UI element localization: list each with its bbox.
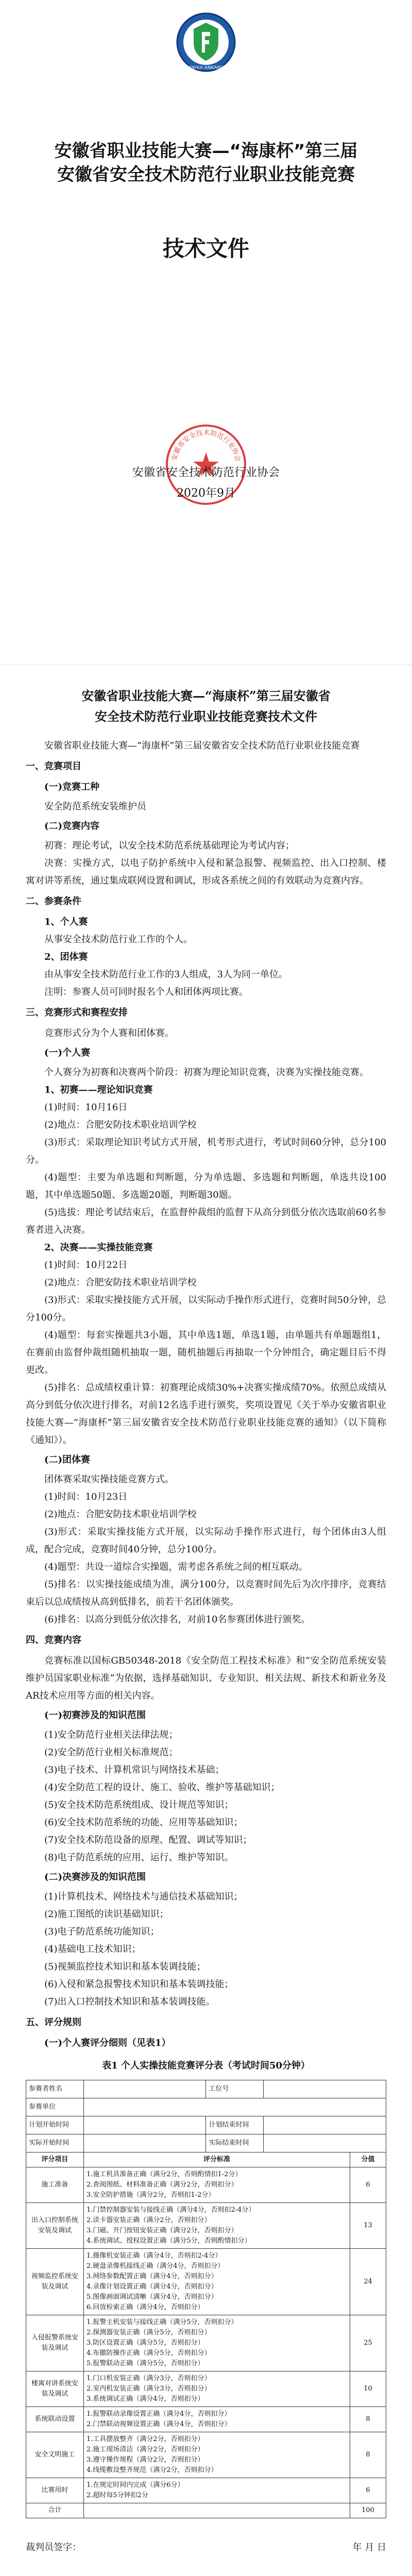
score-rule: 6.回放检索正确（满分4分，否则扣分） bbox=[86, 2303, 204, 2311]
info-label: 实际结束时间 bbox=[206, 2134, 264, 2153]
list-item: (2)地点：合肥安防技术职业培训学校 bbox=[44, 1120, 197, 1130]
list-item: (8)电子防范系统的应用、运行、维护等知识。 bbox=[44, 1852, 234, 1863]
list-item: (5)安全技术防范系统组成、设计规范等知识； bbox=[44, 1800, 234, 1810]
list-item: (5)排名：以实操技能成绩为准，满分100分，以竞赛时间先后为次序排序，竞赛结束后以总成绩按从高到低排名，前若干名团体颁奖。 bbox=[26, 1579, 386, 1607]
paragraph: 从事安全技术防范行业工作的个人。 bbox=[44, 934, 193, 945]
list-item: (3)电子防范系统功能知识； bbox=[44, 1926, 160, 1937]
list-item: (2)安全防范行业相关标准规范； bbox=[44, 1747, 178, 1758]
list-final-round bbox=[26, 1257, 386, 1449]
issue-date: 2020年9月 bbox=[177, 487, 235, 500]
score-value: 8 bbox=[350, 2432, 386, 2478]
score-item: 安全文明施工 bbox=[26, 2432, 84, 2478]
list-item: (3)电子技术、计算机常识与网络技术基础； bbox=[44, 1765, 225, 1775]
table-row bbox=[26, 2407, 386, 2432]
score-rule: 2.门禁联动视频设置正确（满分4分，否则扣分） bbox=[86, 2420, 231, 2428]
list-initial-scope bbox=[26, 1726, 386, 1867]
table-title: 表1 个人实操技能竞赛评分表（考试时间50分钟） bbox=[102, 2060, 310, 2071]
info-label: 参赛者姓名 bbox=[26, 2080, 84, 2098]
contestant-info-table bbox=[26, 2080, 386, 2153]
score-rule: 3.门磁、开门按钮安装正确（满分2分，否则扣分） bbox=[86, 2227, 238, 2234]
section-heading: 一、竞赛项目 bbox=[26, 761, 81, 772]
score-rule: 4.线缆敷设整齐规范（满分2分，否则扣分） bbox=[86, 2466, 218, 2474]
score-rule: 3.系统调试正确（满分4分，否则扣分） bbox=[86, 2395, 204, 2403]
list-item: (5)视频监控技术知识和基本装调技能； bbox=[44, 1961, 206, 1972]
info-label: 实际开始时间 bbox=[26, 2134, 84, 2153]
list-item: (2)地点：合肥安防技术职业培训学校 bbox=[44, 1277, 197, 1288]
score-rule: 2.探测器安装正确（满分5分，否则扣分） bbox=[86, 2329, 211, 2336]
score-rule: 1.报警联动录像设置正确（满分4分，否则扣分） bbox=[86, 2410, 231, 2418]
paragraph: 安全防范系统安装维护员 bbox=[44, 801, 146, 812]
section-heading: 四、竞赛内容 bbox=[26, 1635, 81, 1646]
cover-title-line-2: 安徽省安全技术防范行业职业技能竞赛 bbox=[57, 164, 355, 185]
score-item: 入侵报警系统安装及调试 bbox=[26, 2315, 84, 2371]
score-rule: 1.摄像机安装正确（满分4分，否则扣2-4分） bbox=[86, 2252, 222, 2260]
info-value bbox=[264, 2116, 386, 2134]
score-rule: 1.在规定时间内完成（满分6分） bbox=[86, 2481, 184, 2489]
svg-text:ANHUI ANKANG: ANHUI ANKANG bbox=[187, 65, 225, 71]
organizer-name: 安徽省安全技术防范行业协会 bbox=[132, 466, 280, 479]
info-label: 计划结束时间 bbox=[206, 2116, 264, 2134]
info-value bbox=[264, 2080, 386, 2098]
section-heading: 五、评分规则 bbox=[26, 2017, 81, 2028]
document-header-line-1: 安徽省职业技能大赛—“海康杯”第三届安徽省 bbox=[81, 688, 331, 703]
score-rules bbox=[83, 2407, 350, 2432]
table-header: 评分项目 bbox=[26, 2153, 84, 2167]
list-item: (6)排名：以高分到低分依次排名，对前10名参赛团体进行颁奖。 bbox=[44, 1614, 311, 1625]
list-item: (3)形式：采取实操技能方式开展，以实际动手操作形式进行，每个团体由3人组成，配合完成，竞赛时间40分钟，总分100分。 bbox=[26, 1527, 386, 1555]
list-item: (4)基础电工技术知识； bbox=[44, 1944, 141, 1955]
subsection-heading: 1、初赛——理论知识竞赛 bbox=[44, 1084, 153, 1095]
table-row bbox=[26, 2249, 386, 2315]
score-rule: 1.门口机安装正确（满分3分，否则扣分） bbox=[86, 2375, 211, 2382]
signature-date: 年 月 日 bbox=[352, 2542, 386, 2553]
score-value: 100 bbox=[350, 2503, 386, 2518]
score-item: 楼寓对讲系统安装及调试 bbox=[26, 2371, 84, 2407]
list-item: (1)时间：10月22日 bbox=[44, 1260, 128, 1270]
signature-line bbox=[26, 2539, 386, 2572]
table-row bbox=[26, 2315, 386, 2371]
score-rule: 5.图像画面调试清晰（满分4分，否则扣分） bbox=[86, 2293, 218, 2301]
score-rules bbox=[83, 2478, 350, 2503]
association-logo bbox=[175, 11, 237, 73]
list-item: (6)安全技术防范系统的功能、应用等基础知识； bbox=[44, 1817, 243, 1828]
table-header: 分值 bbox=[350, 2153, 386, 2167]
score-rule: 2.超时每5分钟扣2分 bbox=[86, 2492, 148, 2499]
list-item: (5)选拔：理论考试结束后，在监督仲裁组的监督下从高分到低分依次选取前60名参赛者进入决赛。 bbox=[26, 1207, 386, 1235]
paragraph: 注明：参赛人员可同时报名个人和团体两项比赛。 bbox=[44, 987, 248, 997]
score-rule: 4.系统调试、授权设置正确（满分5分，否则酌情扣分） bbox=[86, 2237, 251, 2245]
info-label: 参赛单位 bbox=[26, 2098, 84, 2116]
info-value bbox=[83, 2134, 206, 2153]
table-row bbox=[26, 2371, 386, 2407]
score-rule: 1.施工机具准备正确（满分2分，否则酌情扣1-2分） bbox=[86, 2171, 242, 2178]
score-value: 8 bbox=[350, 2407, 386, 2432]
scoring-table bbox=[26, 2152, 386, 2518]
subsection-heading: 2、决赛——实操技能竞赛 bbox=[44, 1242, 153, 1253]
paragraph: 团体赛采取实操技能竞赛方式。 bbox=[44, 1474, 174, 1485]
score-value: 13 bbox=[350, 2203, 386, 2249]
list-item: (3)形式：采取实操技能方式开展，以实际动手操作形式进行，竞赛时间50分钟，总分100分。 bbox=[26, 1295, 386, 1323]
table-header: 评分标准 bbox=[83, 2153, 350, 2167]
subsection-heading: (一)个人赛 bbox=[44, 1047, 91, 1058]
svg-text:安徽省安全技术防范行业协会: 安徽省安全技术防范行业协会 bbox=[170, 429, 242, 463]
score-rules bbox=[83, 2503, 350, 2518]
cover-page bbox=[0, 0, 412, 665]
subsection-heading: (二)竞赛内容 bbox=[44, 821, 100, 832]
score-item: 施工准备 bbox=[26, 2167, 84, 2203]
technical-document-title: 技术文件 bbox=[162, 236, 249, 261]
subsection-heading: (二)团体赛 bbox=[44, 1454, 91, 1465]
subsection-heading: 1、个人赛 bbox=[44, 917, 88, 927]
list-item: (3)形式：采取理论知识考试方式开展，机考形式进行，考试时间60分钟，总分100分。 bbox=[26, 1137, 386, 1165]
score-rule: 1.门禁控制器安装与接线正确（满分4分，否则扣2-4分） bbox=[86, 2206, 255, 2214]
intro-paragraph: 安徽省职业技能大赛—“海康杯”第三届安徽省安全技术防范行业职业技能竞赛 bbox=[44, 740, 360, 751]
info-label: 工位号 bbox=[206, 2080, 264, 2098]
score-rule: 2.读卡器安装正确（满分2分，否则扣分） bbox=[86, 2216, 211, 2224]
table-row bbox=[26, 2167, 386, 2203]
info-value bbox=[264, 2134, 386, 2153]
score-rule: 2.室内机安装正确（满分3分，否则扣分） bbox=[86, 2385, 211, 2393]
score-rule: 4.录像计划设置正确（满分4分，否则扣分） bbox=[86, 2283, 218, 2291]
subsection-heading: (一)初赛涉及的知识范围 bbox=[44, 1710, 146, 1721]
score-value: 25 bbox=[350, 2315, 386, 2371]
subsection-heading: (二)决赛涉及的知识范围 bbox=[44, 1872, 146, 1883]
list-item: (4)题型：共设一道综合实操题，需考虑各系统之间的相互联动。 bbox=[44, 1562, 308, 1572]
document-header-line-2: 安全技术防范行业职业技能竞赛技术文件 bbox=[95, 709, 317, 724]
score-rule: 1.工具摆放整齐（满分2分，否则扣分） bbox=[86, 2435, 204, 2443]
cover-title-line-1: 安徽省职业技能大赛—“海康杯”第三届 bbox=[54, 141, 358, 161]
list-item: (1)计算机技术、网络技术与通信技术基础知识； bbox=[44, 1891, 243, 1902]
subsection-heading: (一)个人赛评分细则（见表1） bbox=[44, 2038, 171, 2048]
section-heading: 三、竞赛形式和赛程安排 bbox=[26, 1007, 128, 1018]
section-heading: 二、参赛条件 bbox=[26, 896, 81, 907]
list-item: (1)安全防范行业相关法律法规； bbox=[44, 1730, 178, 1740]
list-item: (5)排名：总成绩权重计算：初赛理论成绩30%+决赛实操成绩70%。依照总成绩从高分到低分依次进行排名，对前12名选手进行颁奖，奖项设置见《关于举办安徽省职业技能大赛—“海康杯”第三届安徽省安全技术防范行业职业技能竞赛的通知》（以下简称《通知》）。 bbox=[26, 1382, 386, 1446]
list-team-round bbox=[26, 1488, 386, 1629]
score-rules bbox=[83, 2315, 350, 2371]
score-rule: 2.查阅图纸、材料准备正确（满分2分，否则扣分） bbox=[86, 2181, 238, 2189]
score-item: 系统联动设置 bbox=[26, 2407, 84, 2432]
list-item: (1)时间：10月23日 bbox=[44, 1492, 128, 1502]
score-rule: 3.防区设置正确（满分5分，否则扣分） bbox=[86, 2339, 204, 2347]
score-rule: 4.布撤防操作正确（满分5分，否则扣分） bbox=[86, 2349, 211, 2357]
score-rule: 3.安全防护措施（满分2分，否则扣1-2分） bbox=[86, 2191, 215, 2199]
score-value: 24 bbox=[350, 2249, 386, 2315]
info-value bbox=[83, 2116, 206, 2134]
list-item: (2)地点：合肥安防技术职业培训学校 bbox=[44, 1509, 197, 1520]
table-row bbox=[26, 2478, 386, 2503]
score-value: 6 bbox=[350, 2167, 386, 2203]
paragraph: 初赛：理论考试，以安全技术防范系统基础理论为考试内容； bbox=[44, 840, 295, 851]
list-final-scope bbox=[26, 1888, 386, 2011]
list-item: (4)题型：每套实操题共3小题，其中单选1题，单选1题，由单题共有单题题组1，在赛前由监督仲裁组随机抽取一题，随机抽题后再抽取一个分钟组合，确定题目后不得更改。 bbox=[26, 1330, 386, 1376]
score-value: 6 bbox=[350, 2478, 386, 2503]
score-item: 比赛用时 bbox=[26, 2478, 84, 2503]
list-item: (6)入侵和紧急报警技术知识和基本装调技能； bbox=[44, 1979, 234, 1990]
score-rule: 1.报警主机安装与接线正确（满分5分，否则扣分） bbox=[86, 2318, 238, 2326]
score-rules bbox=[83, 2203, 350, 2249]
list-item: (4)题型：主要为单选题和判断题，分为单选题、多选题和判断题，单选共设100题，其中单选题50题、多选题20题，判断题30题。 bbox=[26, 1172, 386, 1200]
list-initial-round bbox=[26, 1099, 386, 1239]
score-item: 出入口控制系统安装及调试 bbox=[26, 2203, 84, 2249]
document-header bbox=[26, 686, 386, 727]
paragraph: 竞赛标准以国标GB50348-2018《安全防范工程技术标准》和“安全防范系统安装维护员国家职业标准”为依据，选择基础知识、专业知识、相关法规、新技术和新业务及AR技术应用等方面的相关内容。 bbox=[26, 1655, 386, 1701]
table-row bbox=[26, 2432, 386, 2478]
paragraph: 竞赛形式分为个人赛和团体赛。 bbox=[44, 1028, 174, 1039]
score-rule: 2.硬盘录像机接线正确（满分4分，否则扣分） bbox=[86, 2262, 225, 2270]
list-item: (1)时间：10月16日 bbox=[44, 1102, 128, 1113]
table-row bbox=[26, 2203, 386, 2249]
score-rule: 2.施工现场清洁（满分2分，否则扣分） bbox=[86, 2446, 204, 2453]
score-rules bbox=[83, 2371, 350, 2407]
score-rules bbox=[83, 2432, 350, 2478]
score-rule: 3.网络参数配置正确（满分4分，否则扣分） bbox=[86, 2273, 218, 2280]
score-rule: 3.遵守操作规程（满分2分，否则扣分） bbox=[86, 2456, 204, 2464]
paragraph: 个人赛分为初赛和决赛两个阶段：初赛为理论知识竞赛，决赛为实操技能竞赛。 bbox=[44, 1067, 369, 1078]
info-value bbox=[83, 2080, 206, 2098]
document-body bbox=[0, 665, 412, 2572]
subsection-heading: (一)竞赛工种 bbox=[44, 782, 100, 792]
info-value bbox=[83, 2098, 386, 2116]
paragraph: 决赛：实操方式，以电子防护系统中入侵和紧急报警、视频监控、出入口控制、楼寓对讲等系统，通过集成联网设置和调试，形成各系统之间的有效联动为竞赛内容。 bbox=[26, 858, 386, 886]
subsection-heading: 2、团体赛 bbox=[44, 952, 88, 962]
score-item: 合计 bbox=[26, 2503, 84, 2518]
info-label: 计划开始时间 bbox=[26, 2116, 84, 2134]
list-item: (4)安全防范工程的设计、施工、验收、维护等基础知识； bbox=[44, 1782, 280, 1793]
list-item: (7)安全技术防范设备的原理、配置、调试等知识； bbox=[44, 1835, 252, 1845]
score-rules bbox=[83, 2167, 350, 2203]
cover-title bbox=[0, 139, 412, 187]
table-row bbox=[26, 2503, 386, 2518]
referee-signature-label: 裁判员签字： bbox=[26, 2542, 81, 2553]
list-item: (7)出入口控制技术知识和基本装调技能。 bbox=[44, 1996, 215, 2007]
list-item: (2)施工图纸的读识基础知识； bbox=[44, 1909, 169, 1920]
paragraph: 由从事安全技术防范行业工作的3人组成，3人为同一单位。 bbox=[44, 969, 288, 980]
score-rules bbox=[83, 2249, 350, 2315]
score-item: 视频监控系统安装及调试 bbox=[26, 2249, 84, 2315]
score-rule: 5.报警联动正确（满分5分，否则扣分） bbox=[86, 2360, 204, 2367]
score-value: 10 bbox=[350, 2371, 386, 2407]
